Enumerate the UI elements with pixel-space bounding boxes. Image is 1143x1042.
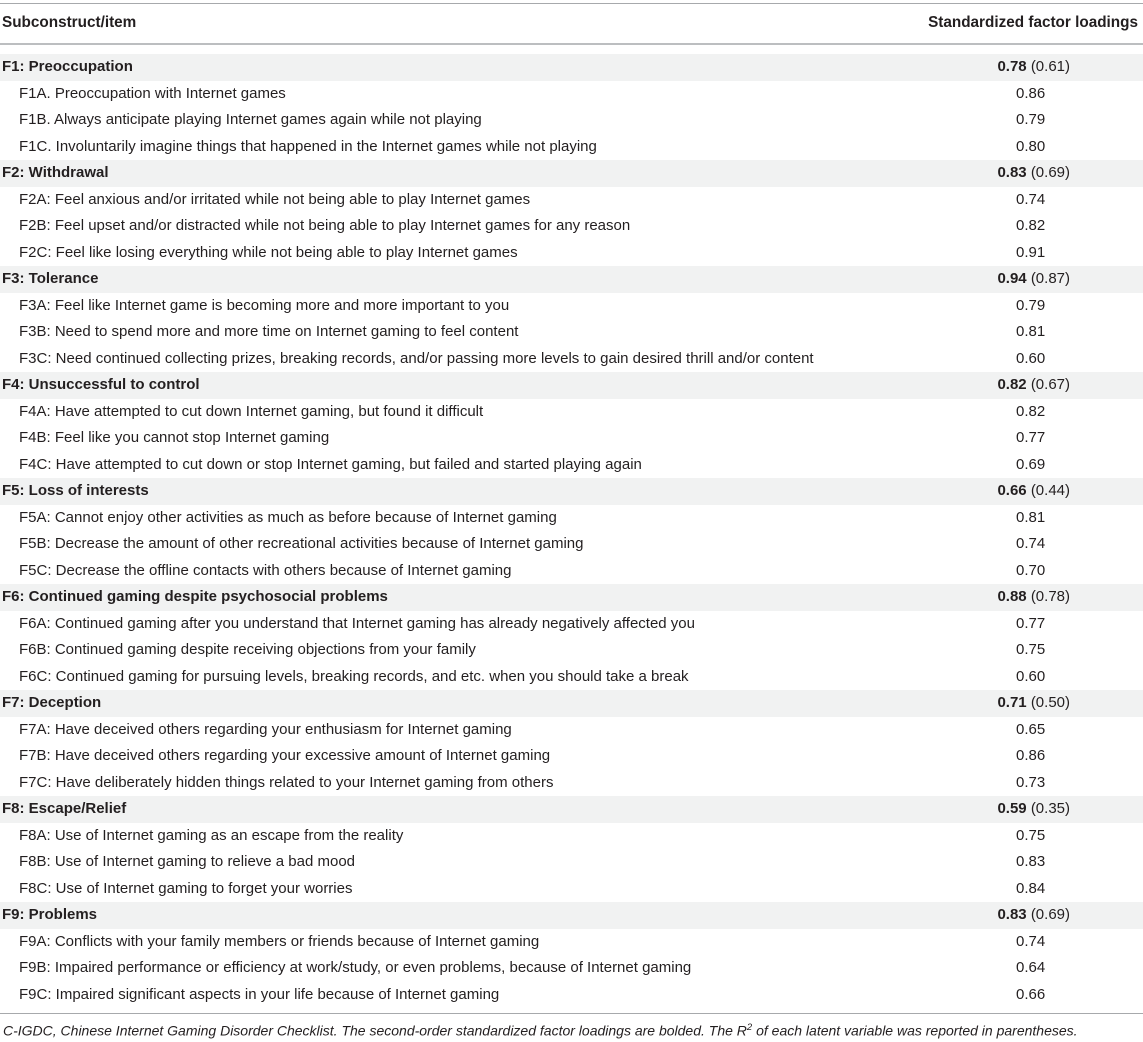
item-loading: 0.60	[1016, 667, 1046, 685]
item-loading: 0.66	[1016, 985, 1046, 1003]
item-loading: 0.77	[1016, 614, 1046, 632]
item-row	[0, 399, 1143, 426]
item-label: F9C: Impaired significant aspects in your life because of Internet gaming	[19, 985, 500, 1003]
item-label: F4B: Feel like you cannot stop Internet gaming	[19, 429, 330, 446]
item-label: F1C. Involuntarily imagine things that happened in the Internet games while not playing	[19, 137, 597, 155]
table-footnote	[3, 1022, 1078, 1039]
factor-row	[0, 54, 1143, 81]
item-loading: 0.74	[1016, 932, 1046, 950]
header-rule	[0, 43, 1143, 45]
factor-label: F7: Deception	[2, 694, 102, 711]
item-loading: 0.77	[1016, 429, 1046, 446]
factor-loading: 0.83	[997, 164, 1027, 181]
item-loading: 0.83	[1016, 853, 1046, 870]
item-label: F7A: Have deceived others regarding your enthusiasm for Internet gaming	[19, 720, 512, 738]
factor-loading-cell	[997, 694, 1070, 711]
item-label: F3B: Need to spend more and more time on Internet gaming to feel content	[19, 323, 519, 340]
factor-loading-cell	[997, 270, 1070, 287]
item-row	[0, 823, 1143, 850]
item-loading: 0.69	[1016, 455, 1046, 473]
item-loading: 0.70	[1016, 561, 1046, 579]
factor-r2: (0.69)	[1030, 164, 1070, 181]
item-loading: 0.74	[1016, 190, 1046, 208]
item-loading: 0.82	[1016, 402, 1046, 420]
factor-label: F3: Tolerance	[2, 270, 99, 287]
item-loading: 0.91	[1016, 243, 1046, 261]
item-row	[0, 134, 1143, 161]
item-row	[0, 293, 1143, 320]
factor-label: F8: Escape/Relief	[2, 800, 127, 817]
item-row	[0, 664, 1143, 691]
item-loading: 0.81	[1016, 323, 1046, 340]
factor-loading-cell	[997, 588, 1070, 605]
factor-label: F9: Problems	[2, 906, 98, 923]
item-row	[0, 876, 1143, 903]
item-label: F3A: Feel like Internet game is becoming more and more important to you	[19, 296, 510, 314]
item-loading: 0.60	[1016, 349, 1046, 367]
item-label: F5B: Decrease the amount of other recreational activities because of Internet gaming	[19, 535, 584, 552]
item-loading: 0.84	[1016, 879, 1046, 897]
factor-r2: (0.44)	[1030, 482, 1070, 499]
item-label: F2B: Feel upset and/or distracted while not being able to play Internet games for any reason	[19, 217, 631, 234]
item-label: F3C: Need continued collecting prizes, breaking records, and/or passing more levels to gain desired thrill and/or content	[19, 349, 814, 367]
factor-loading: 0.66	[997, 482, 1027, 499]
factor-label: F6: Continued gaming despite psychosocial problems	[2, 588, 388, 605]
item-row	[0, 187, 1143, 214]
factor-loading: 0.59	[997, 800, 1027, 817]
item-row	[0, 717, 1143, 744]
item-label: F7B: Have deceived others regarding your excessive amount of Internet gaming	[19, 747, 551, 764]
item-row	[0, 531, 1143, 558]
table-body	[0, 54, 1143, 1008]
item-row	[0, 929, 1143, 956]
item-row	[0, 849, 1143, 876]
factor-row	[0, 160, 1143, 187]
item-label: F4C: Have attempted to cut down or stop Internet gaming, but failed and started playing again	[19, 455, 642, 473]
item-label: F1A. Preoccupation with Internet games	[19, 84, 286, 102]
factor-row	[0, 902, 1143, 929]
factor-loading: 0.83	[997, 906, 1027, 923]
table-header	[0, 4, 1143, 42]
factor-loading-cell	[997, 906, 1070, 923]
item-label: F5A: Cannot enjoy other activities as much as before because of Internet gaming	[19, 508, 557, 526]
item-loading: 0.75	[1016, 826, 1046, 844]
item-row	[0, 346, 1143, 373]
item-label: F9A: Conflicts with your family members or friends because of Internet gaming	[19, 932, 540, 950]
item-row	[0, 425, 1143, 452]
item-label: F4A: Have attempted to cut down Internet gaming, but found it difficult	[19, 402, 484, 420]
factor-loading-cell	[997, 376, 1070, 393]
item-label: F6B: Continued gaming despite receiving objections from your family	[19, 641, 476, 658]
item-loading: 0.74	[1016, 535, 1046, 552]
item-label: F8A: Use of Internet gaming as an escape from the reality	[19, 826, 404, 844]
item-label: F9B: Impaired performance or efficiency at work/study, or even problems, because of Internet gaming	[19, 959, 692, 976]
footnote-r: R	[736, 1022, 747, 1039]
factor-loading: 0.71	[997, 694, 1027, 711]
footnote-superscript: 2	[746, 1022, 753, 1033]
factor-loading-cell	[997, 164, 1070, 181]
factor-loading-cell	[997, 58, 1070, 75]
footnote-text-2: of each latent variable was reported in parentheses.	[752, 1022, 1078, 1039]
item-loading: 0.86	[1016, 84, 1046, 102]
factor-label: F2: Withdrawal	[2, 164, 109, 181]
item-label: F5C: Decrease the offline contacts with others because of Internet gaming	[19, 561, 512, 579]
item-label: F8B: Use of Internet gaming to relieve a bad mood	[19, 853, 356, 870]
item-label: F8C: Use of Internet gaming to forget your worries	[19, 879, 353, 897]
item-row	[0, 505, 1143, 532]
item-row	[0, 558, 1143, 585]
item-row	[0, 637, 1143, 664]
factor-r2: (0.67)	[1030, 376, 1070, 393]
factor-loading-cell	[997, 482, 1070, 499]
item-loading: 0.64	[1016, 959, 1046, 976]
item-loading: 0.75	[1016, 641, 1046, 658]
item-row	[0, 743, 1143, 770]
factor-r2: (0.69)	[1030, 906, 1070, 923]
footnote-text-1: C-IGDC, Chinese Internet Gaming Disorder Checklist. The second-order standardized factor loadings are bolded. The	[3, 1022, 737, 1039]
item-label: F7C: Have deliberately hidden things related to your Internet gaming from others	[19, 773, 554, 791]
factor-loading: 0.94	[997, 270, 1027, 287]
item-loading: 0.80	[1016, 137, 1046, 155]
header-subconstruct-item: Subconstruct/item	[2, 14, 137, 31]
factor-r2: (0.61)	[1030, 58, 1070, 75]
factor-label: F1: Preoccupation	[2, 58, 133, 75]
item-loading: 0.79	[1016, 111, 1046, 128]
factor-r2: (0.87)	[1030, 270, 1070, 287]
item-row	[0, 107, 1143, 134]
factor-loading-cell	[997, 800, 1070, 817]
item-row	[0, 611, 1143, 638]
factor-loading: 0.88	[997, 588, 1027, 605]
item-row	[0, 452, 1143, 479]
factor-row	[0, 584, 1143, 611]
factor-row	[0, 796, 1143, 823]
factor-label: F4: Unsuccessful to control	[2, 376, 200, 393]
item-label: F6A: Continued gaming after you understand that Internet gaming has already negatively affected you	[19, 614, 695, 632]
factor-label: F5: Loss of interests	[2, 482, 149, 499]
factor-row	[0, 690, 1143, 717]
item-label: F2C: Feel like losing everything while not being able to play Internet games	[19, 243, 518, 261]
bottom-rule	[0, 1013, 1143, 1014]
item-loading: 0.79	[1016, 296, 1046, 314]
item-row	[0, 770, 1143, 797]
factor-loading: 0.78	[997, 58, 1027, 75]
factor-row	[0, 372, 1143, 399]
item-loading: 0.73	[1016, 773, 1046, 791]
item-label: F6C: Continued gaming for pursuing levels, breaking records, and etc. when you should take a break	[19, 667, 689, 685]
item-row	[0, 319, 1143, 346]
item-row	[0, 240, 1143, 267]
item-loading: 0.81	[1016, 508, 1046, 526]
item-row	[0, 955, 1143, 982]
factor-row	[0, 478, 1143, 505]
item-row	[0, 81, 1143, 108]
item-loading: 0.82	[1016, 217, 1046, 234]
item-label: F1B. Always anticipate playing Internet games again while not playing	[19, 111, 482, 128]
factor-row	[0, 266, 1143, 293]
item-row	[0, 213, 1143, 240]
factor-r2: (0.35)	[1030, 800, 1070, 817]
item-row	[0, 982, 1143, 1009]
factor-loading: 0.82	[997, 376, 1027, 393]
factor-r2: (0.50)	[1030, 694, 1070, 711]
factor-r2: (0.78)	[1030, 588, 1070, 605]
header-standardized-factor-loadings: Standardized factor loadings	[928, 14, 1138, 31]
item-loading: 0.86	[1016, 747, 1046, 764]
item-label: F2A: Feel anxious and/or irritated while not being able to play Internet games	[19, 190, 531, 208]
item-loading: 0.65	[1016, 720, 1046, 738]
